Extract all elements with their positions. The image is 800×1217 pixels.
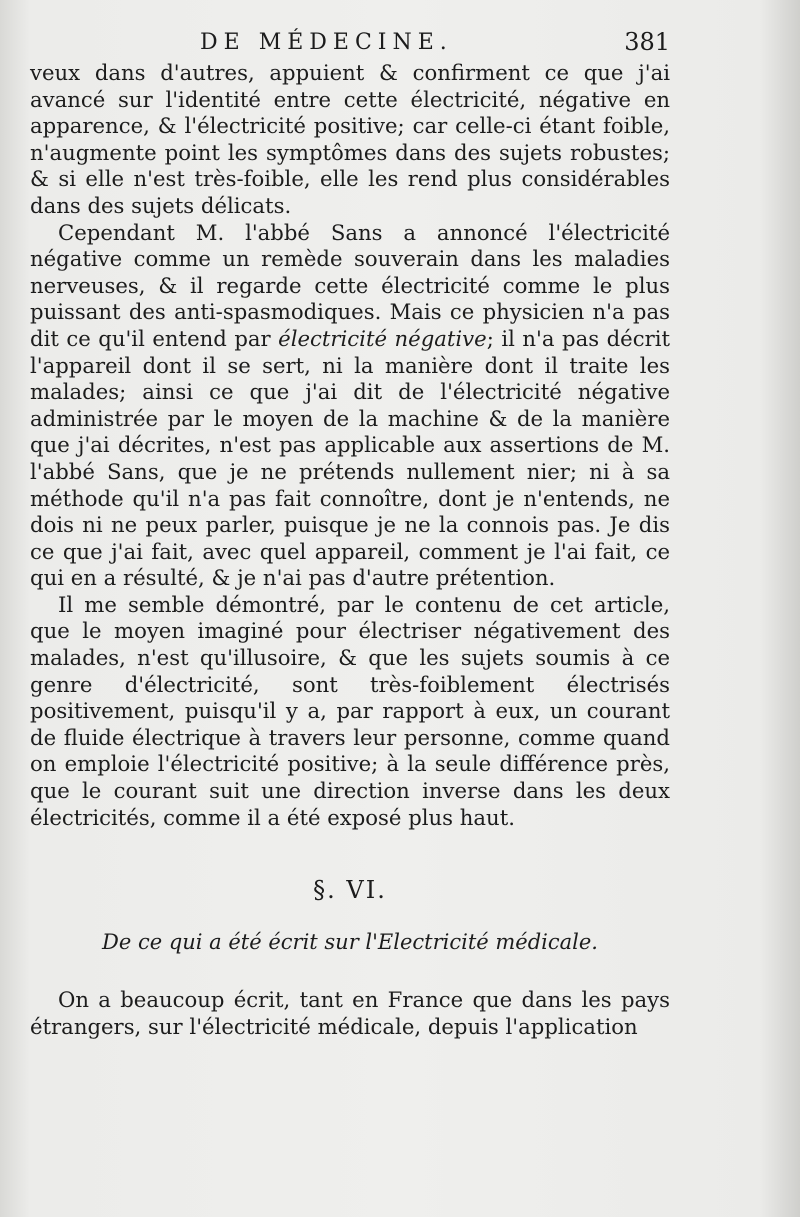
page-number: 381 <box>624 28 670 56</box>
paragraph-final: On a beaucoup écrit, tant en France que dans les pays étrangers, sur l'électricité médicale, depuis l'application <box>30 987 670 1039</box>
paragraph-continued: veux dans d'autres, appuient & confirment ce que j'ai avancé sur l'identité entre cette électricité, négative en apparence, & l'électricité positive; car celle-ci étant foible, n'augmente point les symptômes dans des sujets robustes; & si elle n'est très-foible, elle les rend plus considérables dans des sujets délicats. <box>30 60 670 218</box>
paragraph-abbe-sans <box>30 220 670 592</box>
paragraph-abbe-sans-start: Cependant M. l'abbé Sans a annoncé l'électricité négative comme un remède souverain dans les maladies nerveuses, & il regarde cette électricité comme le plus puissant des anti-spasmodiques. Mais ce physicien n'a pas dit ce qu'il entend par <box>30 219 670 351</box>
italic-term: électricité négative <box>278 325 487 351</box>
main-text <box>30 60 670 831</box>
section-title: §. VI. <box>313 876 387 904</box>
paragraph-abbe-sans-end: ; il n'a pas décrit l'appareil dont il se sert, ni la manière dont il traite les malades; ainsi ce que j'ai dit de l'électricité négative administrée par le moyen de la machine & de la manière que j'ai décrites, n'est pas applicable aux assertions de M. l'abbé Sans, que je ne prétends nullement nier; ni à sa méthode qu'il n'a pas fait connoître, dont je n'entends, ne dois ni ne peux parler, puisque je ne la connois pas. Je dis ce que j'ai fait, avec quel appareil, comment je l'ai fait, ce qui en a résulté, & je n'ai pas d'autre prétention. <box>30 325 670 591</box>
running-head: DE MÉDECINE. <box>200 30 453 55</box>
paragraph-conclusion: Il me semble démontré, par le contenu de cet article, que le moyen imaginé pour électriser négativement des malades, n'est qu'illusoire, & que les sujets soumis à ce genre d'électricité, sont très-foiblement électrisés positivement, puisqu'il y a, par rapport à eux, un courant de fluide électrique à travers leur personne, comme quand on emploie l'électricité positive; à la seule différence près, que le courant suit une direction inverse dans les deux électricités, comme il a été exposé plus haut. <box>30 591 670 830</box>
page-header <box>30 26 670 62</box>
section-subtitle: De ce qui a été écrit sur l'Electricité médicale. <box>102 930 598 954</box>
